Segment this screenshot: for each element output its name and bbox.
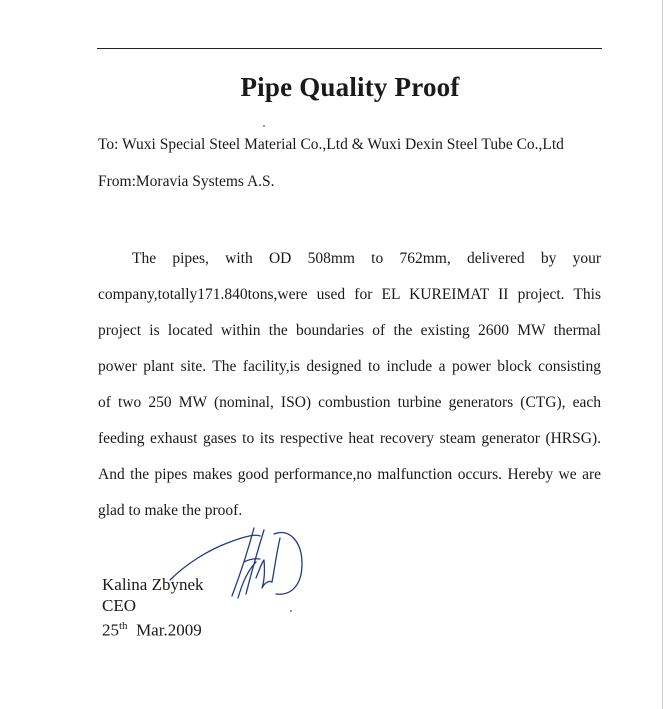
date-day: 25 — [102, 620, 119, 640]
body-line: project is located within the boundaries of the existing 2600 MW thermal — [98, 322, 601, 339]
body-paragraph — [98, 241, 601, 529]
header-rule — [97, 48, 602, 49]
signatory-position: CEO — [102, 596, 136, 615]
signature-date — [102, 616, 204, 641]
signatory-name: Kalina Zbynek — [102, 575, 204, 594]
body-line: feeding exhaust gases to its respective heat recovery steam generator (HRSG). — [98, 430, 601, 447]
scan-speck — [290, 610, 292, 612]
recipient-line: To: Wuxi Special Steel Material Co.,Ltd & Wuxi Dexin Steel Tube Co.,Ltd — [98, 136, 564, 153]
document-title: Pipe Quality Proof — [240, 72, 460, 102]
body-line: glad to make the proof. — [98, 502, 243, 519]
body-line: company,totally171.840tons,were used for EL KUREIMAT II project. This — [98, 286, 601, 303]
sender-line: From:Moravia Systems A.S. — [98, 173, 275, 190]
body-line: The pipes, with OD 508mm to 762mm, delivered by your — [132, 250, 601, 267]
scan-speck — [263, 125, 265, 127]
page-edge-shadow — [662, 0, 663, 709]
body-line: of two 250 MW (nominal, ISO) combustion turbine generators (CTG), each — [98, 394, 601, 411]
handwritten-signature — [168, 522, 308, 607]
date-month-year: Mar.2009 — [136, 620, 202, 640]
body-line: And the pipes makes good performance,no malfunction occurs. Hereby we are — [98, 466, 601, 483]
body-line: power plant site. The facility,is designed to include a power block consisting — [98, 358, 601, 375]
date-suffix: th — [119, 620, 128, 632]
